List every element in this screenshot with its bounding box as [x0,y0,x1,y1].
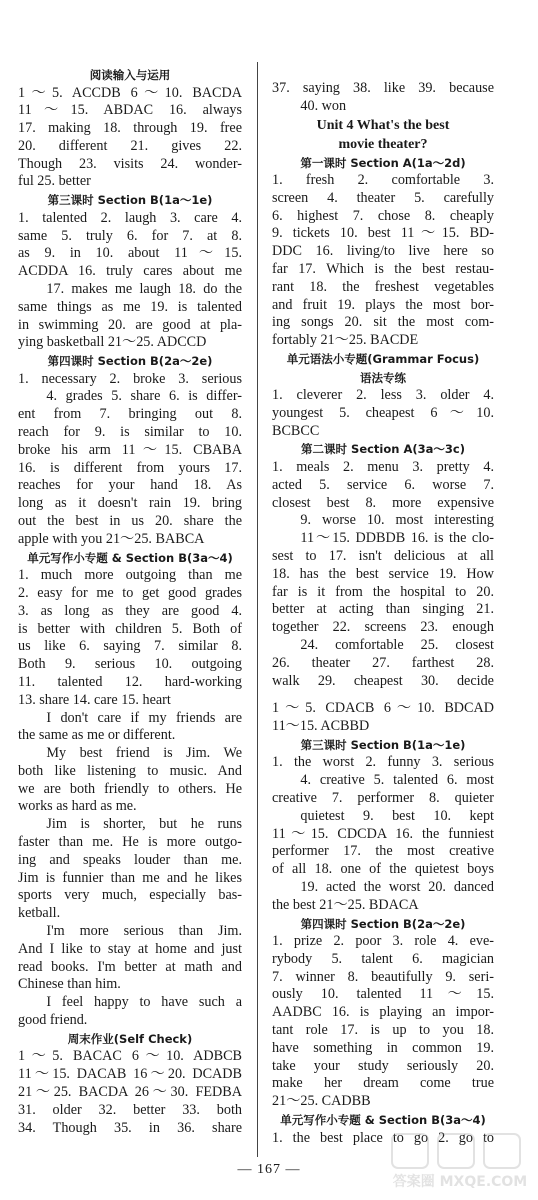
answer-line: 11～15. DACAB 16～20. DCADB [18,1066,242,1083]
answer-line: read books. I'm better at math and [18,958,242,975]
answer-line: make her dream come true [272,1075,494,1092]
answer-line: quietest 9. best 10. kept [300,807,494,824]
answer-line: the same as me or different. [18,727,176,744]
answer-line: ACDDA 16. truly cares about me [18,263,242,280]
answer-line: 11～15. DDBDB 16. is the clo- [300,530,494,547]
section-heading: 单元写作小专题 & Section B(3a～4) [27,550,233,565]
answer-line: both like listening to music. And [18,762,242,779]
answer-line: 21～25. BACDA 26～30. FEDBA [18,1083,242,1100]
answer-line: BCBCC [272,422,320,439]
answer-line: together 22. screens 23. enough [272,619,494,636]
answer-line: I'm more serious than Jim. [46,923,242,940]
answer-line: ketball. [18,905,61,922]
answer-line: us like 6. saying 7. similar 8. [18,638,242,655]
answer-line: Both 9. serious 10. outgoing [18,656,242,673]
answer-line: 26. theater 27. farthest 28. [272,654,494,671]
answer-line: 1～5. ACCDB 6～10. BACDA [18,84,242,101]
answer-line: 19. acted the worst 20. danced [300,878,494,895]
answer-line: closest best 8. more expensive [272,494,494,511]
answer-line: 11～15. ACBBD [272,718,370,735]
answer-line: better at acting than singing 21. [272,601,494,618]
answer-line: ying basketball 21～25. ADCCD [18,334,207,351]
answer-line: and fruit 19. plays the most bor- [272,296,494,313]
answer-line: youngest 5. cheapest 6～10. [272,404,494,421]
answer-line: ing and speaks louder than me. [18,851,242,868]
answer-line: 24. comfortable 25. closest [300,636,494,653]
answer-line: ing songs 20. sit the most com- [272,314,494,331]
answer-line: DDC 16. living/to live here so [272,243,494,260]
answer-line: 16. is different from yours 17. [18,459,242,476]
answer-line: 1. much more outgoing than me [18,567,242,584]
answer-line: faster than me. He is more outgo- [18,834,242,851]
answer-line: 3. as long as they are good 4. [18,602,242,619]
answer-line: broke his arm 11～15. CBABA [18,441,242,458]
answer-line: 20. different 21. gives 22. [18,137,242,154]
answer-line: 21～25. CADBB [272,1093,371,1110]
watermark-text: 答案圈 MXQE.COM [392,1174,528,1190]
answer-line: 9. worse 10. most interesting [300,512,494,529]
answer-line: 17. making 18. through 19. free [18,120,242,137]
answer-line: reaches for your hand 18. As [18,477,242,494]
section-heading: 第一课时 Section A(1a～2d) [300,155,466,170]
answer-line: 13. share 14. care 15. heart [18,691,171,708]
answer-line: tant role 17. is up to you 18. [272,1022,494,1039]
page-number: — 167 — [237,1162,301,1177]
answer-line: ously 10. talented 11～15. [272,986,494,1003]
answer-line: 1. the worst 2. funny 3. serious [272,754,494,771]
answer-line: rybody 5. talent 6. magician [272,950,494,967]
answer-line: 31. older 32. better 33. both [18,1101,242,1118]
answer-line: 1～5. CDACB 6～10. BDCAD [272,700,494,717]
answer-line: of all 18. one of the quietest boys [272,861,494,878]
answer-line: the best 21～25. BDACA [272,896,419,913]
answer-line: acted 5. service 6. worse 7. [272,476,494,493]
answer-line: sest to 17. isn't delicious at all [272,547,494,564]
section-heading: 单元语法小专题(Grammar Focus) [286,352,480,367]
left-column [18,0,242,1137]
answer-line: as 9. in 10. about 11～15. [18,245,242,262]
answer-line: Though 23. visits 24. wonder- [18,155,242,172]
answer-line: 1. the best place to go 2. go to [272,1129,494,1146]
answer-line: 4. creative 5. talented 6. most [300,772,494,789]
answer-line: And I like to stay at home and just [18,940,242,957]
answer-line: have something in common 19. [272,1039,494,1056]
section-heading: 阅读输入与运用 [89,68,171,82]
answer-line: 17. makes me laugh 18. do the [46,280,242,297]
answer-line: 6. highest 7. chose 8. cheaply [272,207,494,224]
answer-line: My best friend is Jim. We [46,745,242,762]
answer-line: 37. saying 38. like 39. because [272,80,494,96]
answer-line: 1. prize 2. poor 3. role 4. eve- [272,933,494,950]
answer-line: 11. talented 12. hard-working [18,673,242,690]
section-heading: 第三课时 Section B(1a～1e) [300,737,466,752]
answer-line: fortably 21～25. BACDE [272,332,419,349]
section-heading: movie theater? [338,136,428,152]
answer-line: in swimming 20. are good at pla- [18,316,242,333]
answer-line: Chinese than him. [18,976,121,993]
answer-line: is better with children 5. Both of [18,620,242,637]
section-heading: 单元写作小专题 & Section B(3a～4) [280,1113,486,1128]
answer-line: same things as me 19. is talented [18,298,242,315]
watermark-logo [390,1130,530,1190]
answer-line: out the best in us 20. share the [18,513,242,530]
answer-line: far 17. Which is the best restau- [272,261,494,278]
answer-line: ent from 7. bringing out 8. [18,406,242,423]
answer-line: 11～15. CDCDA 16. the funniest [272,825,494,842]
section-heading: 第四课时 Section B(2a～2e) [47,354,213,369]
answer-line: 4. grades 5. share 6. is differ- [46,388,242,405]
section-heading: 语法专练 [360,370,406,385]
answer-line: 2. easy for me to get good grades [18,584,242,601]
answer-line: 11～15. ABDAC 16. always [18,102,242,119]
answer-line: performer 17. the most creative [272,843,494,860]
section-heading: Unit 4 What's the best [316,117,450,133]
answer-line: creative 7. performer 8. quieter [272,790,494,806]
answer-line: Jim is funnier than me and he likes [18,869,242,886]
answer-line: apple with you 21～25. BABCA [18,530,205,547]
answer-line: 1. meals 2. menu 3. pretty 4. [272,458,494,475]
spacer [272,690,494,700]
answer-line: 1. necessary 2. broke 3. serious [18,370,242,387]
answer-line: 9. tickets 10. best 11～15. BD- [272,225,494,242]
answer-line: good friend. [18,1012,88,1029]
answer-line: rant 18. the freshest vegetables [272,278,494,295]
answer-line: sports very much, especially bas- [18,887,242,904]
answer-line: ful 25. better [18,173,91,190]
section-heading: 第二课时 Section A(3a～3c) [301,442,465,457]
answer-line: works as hard as me. [18,798,137,815]
answer-line: we are both friendly to others. He [18,780,242,797]
answer-line: 7. winner 8. beautifully 9. seri- [272,968,494,985]
answer-line: reach for 9. is similar to 10. [18,424,242,441]
answer-line: 34. Though 35. in 36. share [18,1119,242,1136]
section-heading: 周末作业(Self Check) [67,1031,193,1046]
answer-line: 1. cleverer 2. less 3. older 4. [272,387,494,404]
answer-line: take your study seriously 20. [272,1057,494,1074]
answer-line: I don't care if my friends are [46,709,242,726]
answer-line: walk 29. cheapest 30. decide [272,672,494,689]
answer-line: I feel happy to have such a [46,994,242,1011]
answer-line: screen 4. theater 5. carefully [272,189,494,206]
answer-line: Jim is shorter, but he runs [46,816,242,833]
column-divider [257,62,258,1157]
section-heading: 第四课时 Section B(2a～2e) [300,916,466,931]
answer-line: 1. fresh 2. comfortable 3. [272,172,494,189]
answer-line: 1. talented 2. laugh 3. care 4. [18,209,242,226]
answer-line: 18. has the best service 19. How [272,565,494,582]
answer-line: far is it from the hospital to 20. [272,583,494,600]
answer-line: 40. won [300,97,347,114]
answer-line: AADBC 16. is playing an impor- [272,1004,494,1021]
right-column [272,0,494,1147]
answer-line: 1～5. BACAC 6～10. ADBCB [18,1048,242,1065]
answer-line: same 5. truly 6. for 7. at 8. [18,227,242,244]
answer-line: long as it doesn't rain 19. bring [18,495,242,512]
section-heading: 第三课时 Section B(1a～1e) [47,193,213,208]
